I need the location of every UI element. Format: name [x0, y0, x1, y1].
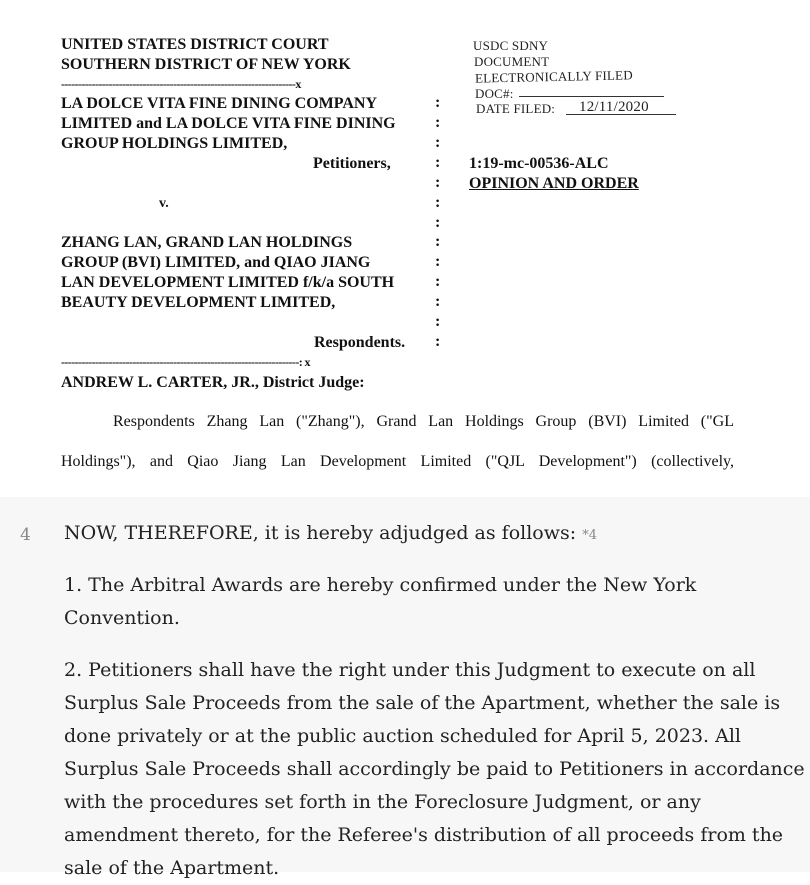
- excerpt-intro: [64, 517, 764, 552]
- excerpt-intro-text: NOW, THEREFORE, it is hereby adjudged as follows:: [64, 522, 577, 544]
- caption-colon: :: [435, 134, 441, 151]
- petitioner-line-3: GROUP HOLDINGS LIMITED,: [61, 135, 288, 152]
- excerpt-p1-line-2: Convention.: [64, 607, 180, 629]
- excerpt-p2-line-5: with the procedures set forth in the Foreclosure Judgment, or any: [64, 791, 701, 813]
- stamp-date-line: [566, 114, 676, 115]
- respondent-line-1: ZHANG LAN, GRAND LAN HOLDINGS: [61, 234, 353, 251]
- stamp-usdc: USDC SDNY: [473, 38, 549, 53]
- body-line-1: Respondents Zhang Lan ("Zhang"), Grand Lan Holdings Group (BVI) Limited ("GL: [113, 413, 734, 430]
- respondent-line-3: LAN DEVELOPMENT LIMITED f/k/a SOUTH: [61, 274, 395, 291]
- caption-rule-top: ---------------------------------------------------------------------x: [61, 77, 301, 91]
- caption-colon: :: [435, 214, 441, 231]
- caption-colon: :: [435, 114, 441, 131]
- excerpt-p2-line-3: done privately or at the public auction scheduled for April 5, 2023. All: [64, 725, 742, 747]
- judge-line: ANDREW L. CARTER, JR., District Judge:: [61, 374, 365, 391]
- court-district: SOUTHERN DISTRICT OF NEW YORK: [61, 56, 351, 73]
- page-number: 4: [20, 525, 31, 545]
- stamp-date-filed-value: 12/11/2020: [579, 99, 649, 115]
- caption-colon: :: [435, 333, 441, 350]
- caption-colon: :: [435, 273, 441, 290]
- stamp-date-filed-label: DATE FILED:: [476, 101, 556, 116]
- caption-colon: :: [435, 174, 441, 191]
- respondent-line-4: BEAUTY DEVELOPMENT LIMITED,: [61, 294, 336, 311]
- body-line-2: Holdings"), and Qiao Jiang Lan Development Limited ("QJL Development") (collectively,: [61, 453, 734, 470]
- excerpt-panel: [0, 497, 810, 879]
- caption-colon: :: [435, 313, 441, 330]
- caption-colon: :: [435, 293, 441, 310]
- caption-colon: :: [435, 94, 441, 111]
- versus: v.: [159, 196, 169, 211]
- excerpt-p2-line-4: Surplus Sale Proceeds shall accordingly be paid to Petitioners in accordance: [64, 758, 805, 780]
- excerpt-p1-line-1: 1. The Arbitral Awards are hereby confirmed under the New York: [64, 574, 697, 596]
- caption-colon: :: [435, 233, 441, 250]
- caption-colon: :: [435, 154, 441, 171]
- document-title: OPINION AND ORDER: [469, 175, 639, 192]
- page-marker: *4: [582, 528, 597, 543]
- court-name: UNITED STATES DISTRICT COURT: [61, 36, 329, 53]
- excerpt-p2-line-1: 2. Petitioners shall have the right under this Judgment to execute on all: [64, 659, 756, 681]
- respondent-line-2: GROUP (BVI) LIMITED, and QIAO JIANG: [61, 254, 371, 271]
- respondents-label: Respondents.: [314, 334, 406, 351]
- petitioners-label: Petitioners,: [313, 155, 391, 172]
- stamp-electronically-filed: ELECTRONICALLY FILED: [474, 67, 633, 86]
- case-number: 1:19-mc-00536-ALC: [469, 155, 609, 172]
- excerpt-p2-line-6: amendment thereto, for the Referee's distribution of all proceeds from the: [64, 824, 784, 846]
- excerpt-p2-line-7: sale of the Apartment.: [64, 857, 280, 879]
- caption-colon: :: [435, 253, 441, 270]
- excerpt-p2-line-2: Surplus Sale Proceeds from the sale of the Apartment, whether the sale is: [64, 692, 781, 714]
- petitioner-line-1: LA DOLCE VITA FINE DINING COMPANY: [61, 95, 378, 112]
- petitioner-line-2: LIMITED and LA DOLCE VITA FINE DINING: [61, 115, 396, 132]
- caption-colon: :: [435, 194, 441, 211]
- stamp-document: DOCUMENT: [474, 54, 550, 69]
- caption-rule-bottom: ----------------------------------------------------------------------: x: [61, 355, 310, 369]
- stamp-doc-number-label: DOC#:: [475, 86, 514, 101]
- stamp-doc-number-line: [519, 96, 664, 97]
